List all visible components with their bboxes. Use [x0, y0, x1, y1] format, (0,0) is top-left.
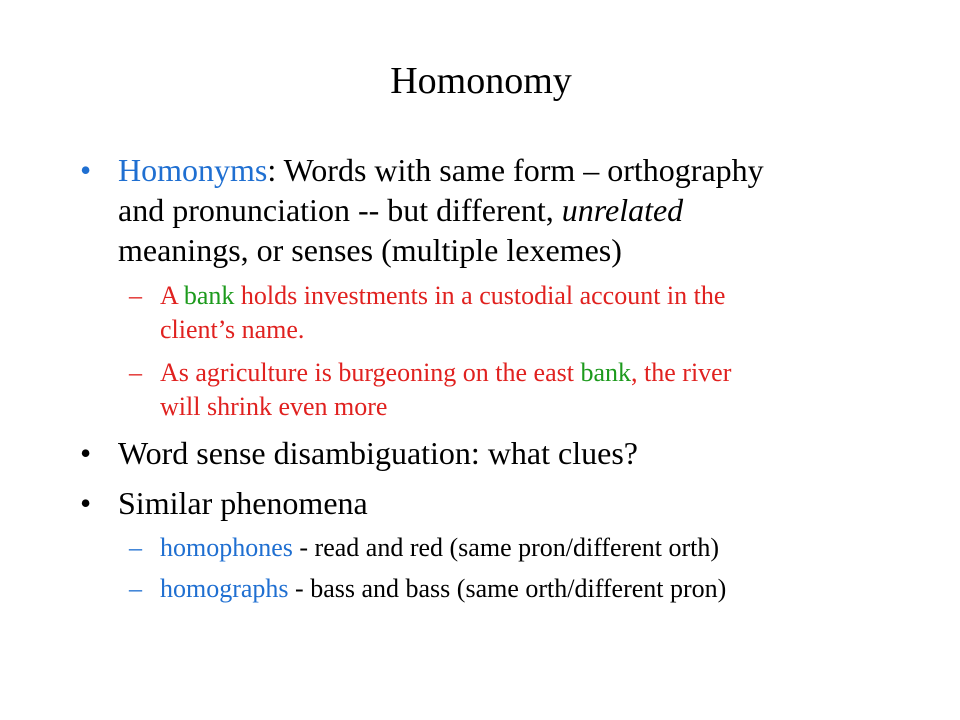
example1-line2: client’s name.	[160, 315, 305, 344]
sub-dash: –	[129, 281, 142, 310]
example-river-bank-text	[160, 356, 900, 424]
sub-dash: –	[129, 574, 142, 603]
sub-dash: –	[129, 533, 142, 562]
example2-post: , the river	[631, 358, 732, 387]
example2-keyword-bank: bank	[580, 358, 632, 387]
sub-homographs-text	[160, 572, 900, 606]
bullet-dot: •	[80, 435, 92, 471]
bullet-dot: •	[80, 485, 92, 521]
homonyms-line1-rest: Words with same form – orthography	[283, 152, 764, 188]
sub-dash: –	[129, 358, 142, 387]
term-homonyms: Homonyms	[118, 152, 268, 188]
bullet-wsd-text: Word sense disambiguation: what clues?	[118, 435, 638, 471]
example1-pre: A	[160, 281, 184, 310]
example1-keyword-bank: bank	[183, 281, 235, 310]
example2-pre: As agriculture is burgeoning on the east	[160, 358, 581, 387]
example2-line2: will shrink even more	[160, 392, 388, 421]
term-homophones: homophones	[160, 533, 293, 562]
homophones-rest: - read and red (same pron/different orth)	[292, 533, 720, 562]
example1-post: holds investments in a custodial account in the	[234, 281, 726, 310]
homonyms-line3: meanings, or senses (multiple lexemes)	[118, 232, 622, 268]
homonyms-line2-italic: unrelated	[561, 192, 684, 228]
bullet-similar-phenomena-text: Similar phenomena	[118, 485, 368, 521]
bullet-dot: •	[80, 152, 92, 188]
term-homographs: homographs	[160, 574, 289, 603]
term-colon: :	[267, 152, 284, 188]
slide-title: Homonomy	[390, 60, 572, 102]
homonyms-line2-start: and pronunciation -- but different,	[118, 192, 562, 228]
sub-homophones-text	[160, 531, 900, 565]
bullet-homonyms-text	[118, 150, 908, 270]
example-bank-account-text	[160, 279, 900, 347]
homographs-rest: - bass and bass (same orth/different pron)	[288, 574, 727, 603]
